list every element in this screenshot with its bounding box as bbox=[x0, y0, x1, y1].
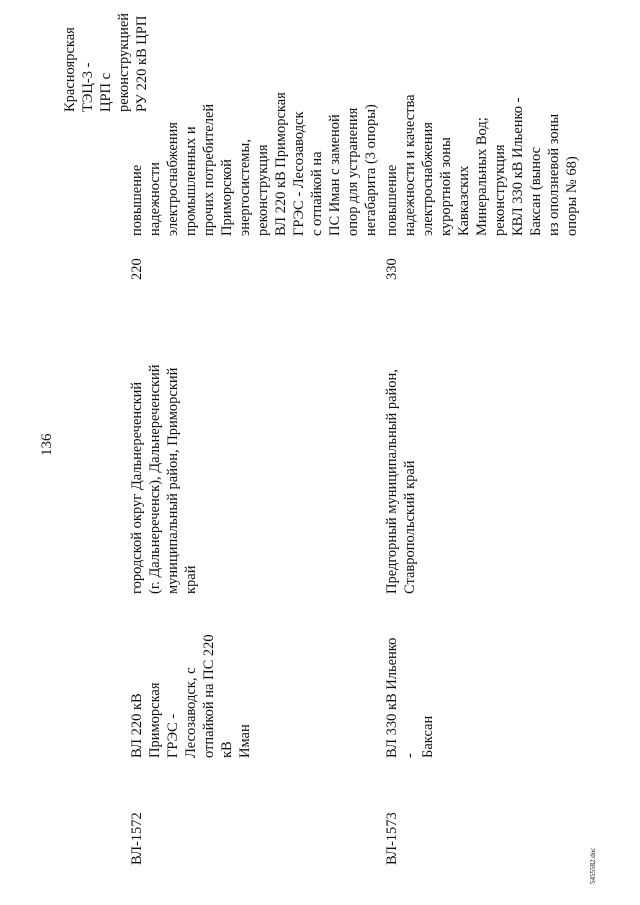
row-territory: городской округ Дальнереченский (г. Дальнереченск), Дальнереченский муниципальный район, Приморский край bbox=[129, 364, 199, 594]
row-purpose: повышение надежности и качества электроснабжения курортной зоны Кавказских Минеральных Вод; реконструкция КВЛ 330 кВ Ильенко - Баксан (вынос из оползневой зоны опоры № 68) bbox=[384, 94, 580, 236]
row-code: ВЛ-1572 bbox=[129, 812, 145, 865]
row-name: ВЛ 220 кВ Приморская ГРЭС - Лесозаводск, с отпайкой на ПС 220 кВ Иман bbox=[129, 634, 253, 758]
row-voltage: 330 bbox=[384, 258, 400, 280]
row-territory: Предгорный муниципальный район, Ставропольский край bbox=[384, 369, 418, 594]
page-number: 136 bbox=[39, 433, 55, 456]
row-voltage: 220 bbox=[129, 258, 145, 280]
footer-filename: 5455582.doc bbox=[589, 847, 597, 884]
row-name: ВЛ 330 кВ Ильенко - Баксан bbox=[384, 637, 436, 758]
row-code: ВЛ-1573 bbox=[384, 812, 400, 865]
row-continuation-purpose: Красноярская ТЭЦ-3 - ЦРП с реконструкцией РУ 220 кВ ЦРП bbox=[62, 12, 150, 112]
row-purpose: повышение надежности электроснабжения промышленных и прочих потребителей Приморской энергосистемы, реконструкция ВЛ 220 кВ Приморская ГРЭС - Лесозаводск с отпайкой на ПС Иман с заменой опор для устранения негабарита (3 опоры) bbox=[129, 92, 379, 236]
